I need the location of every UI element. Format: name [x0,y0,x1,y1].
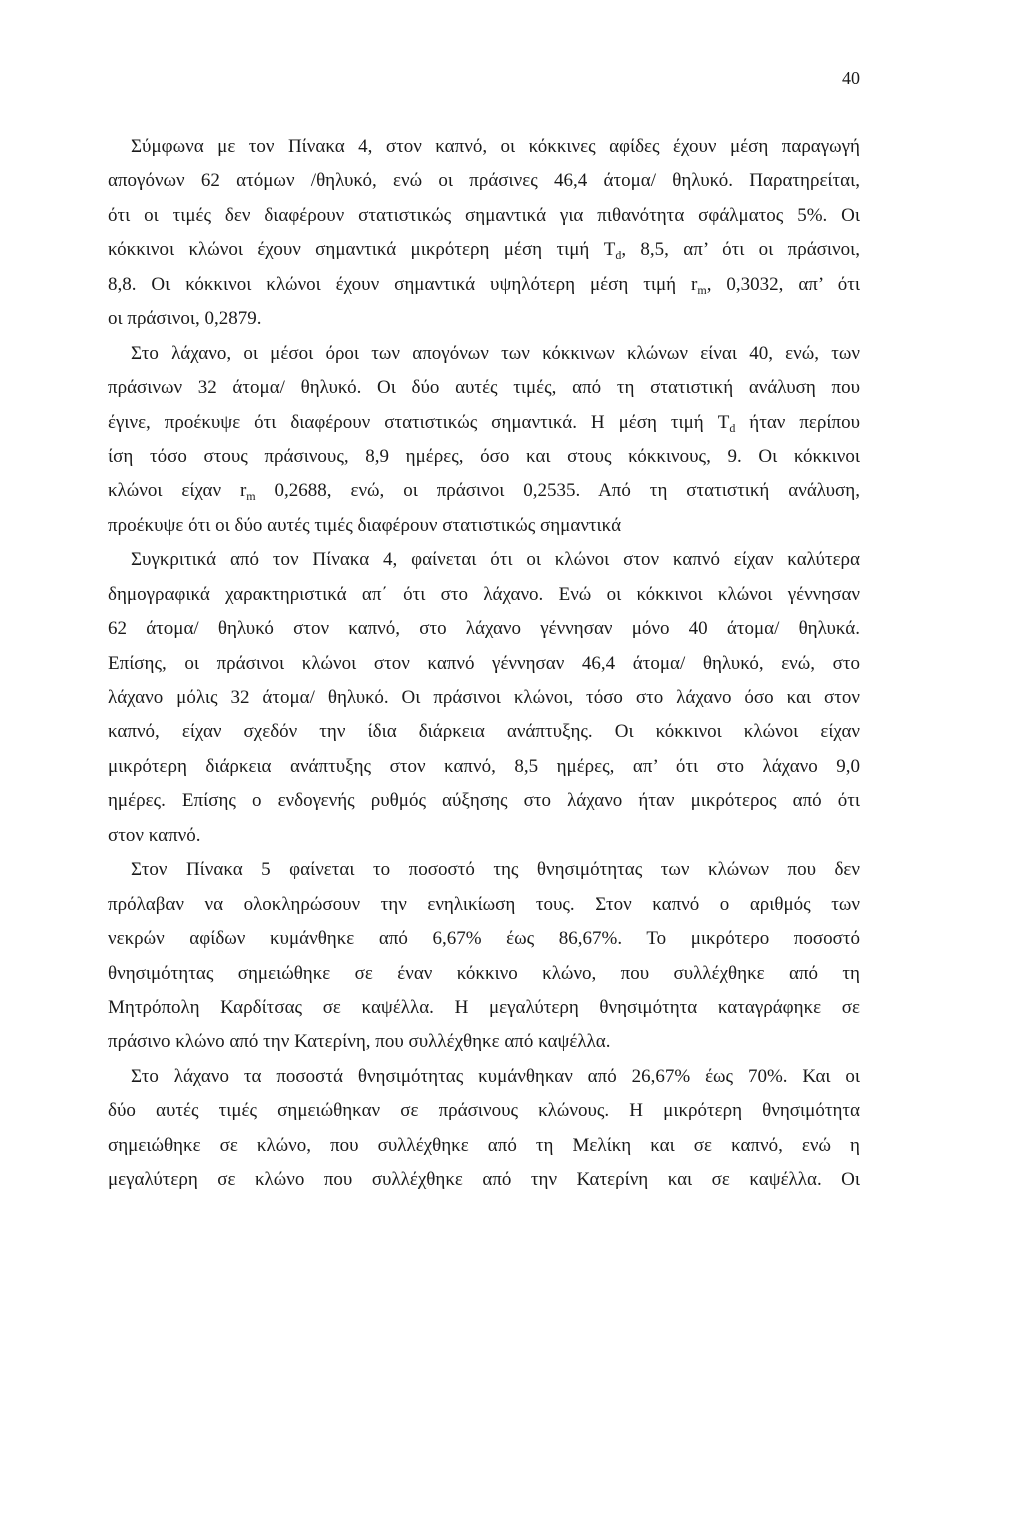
text-line [108,1025,860,1059]
line-text: 62 άτομα/ θηλυκό στον καπνό, στο λάχανο γέννησαν μόνο 40 άτομα/ θηλυκά. [108,618,860,640]
line-text: δημογραφικά χαρακτηριστικά απ΄ ότι στο λάχανο. Ενώ οι κόκκινοι κλώνοι γέννησαν [108,583,860,605]
line-text: κλώνοι είχαν r [108,480,247,502]
line-text: Στο λάχανο, οι μέσοι όροι των απογόνων των κόκκινων κλώνων είναι 40, ενώ, των [131,342,860,364]
page-number: 40 [842,68,860,88]
line-text: λάχανο μόλις 32 άτομα/ θηλυκό. Οι πράσινοι κλώνοι, τόσο στο λάχανο όσο και στον [108,687,860,708]
subscript: m [246,489,256,504]
text-line [108,268,860,302]
subscript: d [615,248,622,263]
text-line [108,130,860,164]
line-text: πράσινων 32 άτομα/ θηλυκό. Οι δύο αυτές τιμές, από τη στατιστική ανάλυση που [108,377,860,399]
text-line [108,509,860,543]
line-text: , 8,5, απ’ ότι οι πράσινοι, [621,239,860,261]
text-line [108,406,860,440]
text-line [108,371,860,405]
line-text: καπνό, είχαν σχεδόν την ίδια διάρκεια ανάπτυξης. Οι κόκκινοι κλώνοι είχαν [108,721,860,743]
text-line [108,233,860,267]
line-text: πρόλαβαν να ολοκληρώσουν την ενηλικίωση τους. Στον καπνό ο αριθμός των [108,893,860,915]
line-text: 0,2688, ενώ, οι πράσινοι 0,2535. Από τη στατιστική ανάλυση, [255,480,860,502]
line-text: στον καπνό. [108,824,201,846]
line-text: Στον Πίνακα 5 φαίνεται το ποσοστό της θνησιμότητας των κλώνων που δεν [131,859,860,881]
line-text: σημειώθηκε σε κλώνο, που συλλέχθηκε από τη Μελίκη και σε καπνό, ενώ η [108,1134,860,1156]
body-text [108,130,860,1198]
line-text: κόκκινοι κλώνοι έχουν σημαντικά μικρότερη μέση τιμή T [108,239,616,261]
line-text: μικρότερη διάρκεια ανάπτυξης στον καπνό, 8,5 ημέρες, απ’ ότι στο λάχανο 9,0 [108,755,860,777]
text-line [108,784,860,818]
line-text: Στο λάχανο τα ποσοστά θνησιμότητας κυμάνθηκαν από 26,67% έως 70%. Και οι [131,1065,860,1087]
text-line [108,647,860,681]
line-text: νεκρών αφίδων κυμάνθηκε από 6,67% έως 86,67%. Το μικρότερο ποσοστό [108,928,860,950]
line-text: ίση τόσο στους πράσινους, 8,9 ημέρες, όσο και στους κόκκινους, 9. Οι κόκκινοι [108,445,860,467]
text-line [108,1060,860,1094]
line-text: ότι οι τιμές δεν διαφέρουν στατιστικώς σημαντικά για πιθανότητα σφάλματος 5%. Οι [108,204,860,226]
text-line [108,1094,860,1128]
subscript: m [697,282,707,297]
text-line [108,853,860,887]
text-line [108,1129,860,1163]
text-line [108,164,860,198]
line-text: απογόνων 62 ατόμων /θηλυκό, ενώ οι πράσινες 46,4 άτομα/ θηλυκό. Παρατηρείται, [108,170,860,192]
text-line [108,922,860,956]
text-line [108,957,860,991]
line-text: 8,8. Οι κόκκινοι κλώνοι έχουν σημαντικά υψηλότερη μέση τιμή r [108,273,698,295]
line-text: , 0,3032, απ’ ότι [706,273,860,295]
line-text: προέκυψε ότι οι δύο αυτές τιμές διαφέρουν στατιστικώς σημαντικά [108,514,622,536]
text-line [108,199,860,233]
text-line [108,337,860,371]
line-text: οι πράσινοι, 0,2879. [108,308,262,330]
text-line [108,1163,860,1197]
line-text: Συγκριτικά από τον Πίνακα 4, φαίνεται ότι οι κλώνοι στον καπνό είχαν καλύτερα [131,549,860,571]
text-line [108,888,860,922]
text-line [108,302,860,336]
line-text: ήταν περίπου [735,411,861,433]
text-line [108,715,860,749]
line-text: θνησιμότητας σημειώθηκε σε έναν κόκκινο κλώνο, που συλλέχθηκε από τη [108,962,860,984]
text-line [108,440,860,474]
text-line [108,543,860,577]
subscript: d [729,420,736,435]
line-text: Σύμφωνα με τον Πίνακα 4, στον καπνό, οι κόκκινες αφίδες έχουν μέση παραγωγή [131,136,860,157]
line-text: Μητρόπολη Καρδίτσας σε καψέλλα. Η μεγαλύτερη θνησιμότητα καταγράφηκε σε [108,996,860,1018]
text-line [108,474,860,508]
text-line [108,991,860,1025]
line-text: πράσινο κλώνο από την Κατερίνη, που συλλέχθηκε από καψέλλα. [108,1031,611,1053]
text-line [108,578,860,612]
text-line [108,750,860,784]
line-text: έγινε, προέκυψε ότι διαφέρουν στατιστικώς σημαντικά. Η μέση τιμή T [108,411,730,433]
line-text: μεγαλύτερη σε κλώνο που συλλέχθηκε από την Κατερίνη και σε καψέλλα. Οι [108,1169,860,1191]
text-line [108,819,860,853]
text-line [108,612,860,646]
line-text: Επίσης, οι πράσινοι κλώνοι στον καπνό γέννησαν 46,4 άτομα/ θηλυκό, ενώ, στο [108,652,860,674]
line-text: δύο αυτές τιμές σημειώθηκαν σε πράσινους κλώνους. Η μικρότερη θνησιμότητα [108,1100,860,1122]
text-line [108,681,860,715]
line-text: ημέρες. Επίσης ο ενδογενής ρυθμός αύξησης στο λάχανο ήταν μικρότερος από ότι [108,790,860,812]
